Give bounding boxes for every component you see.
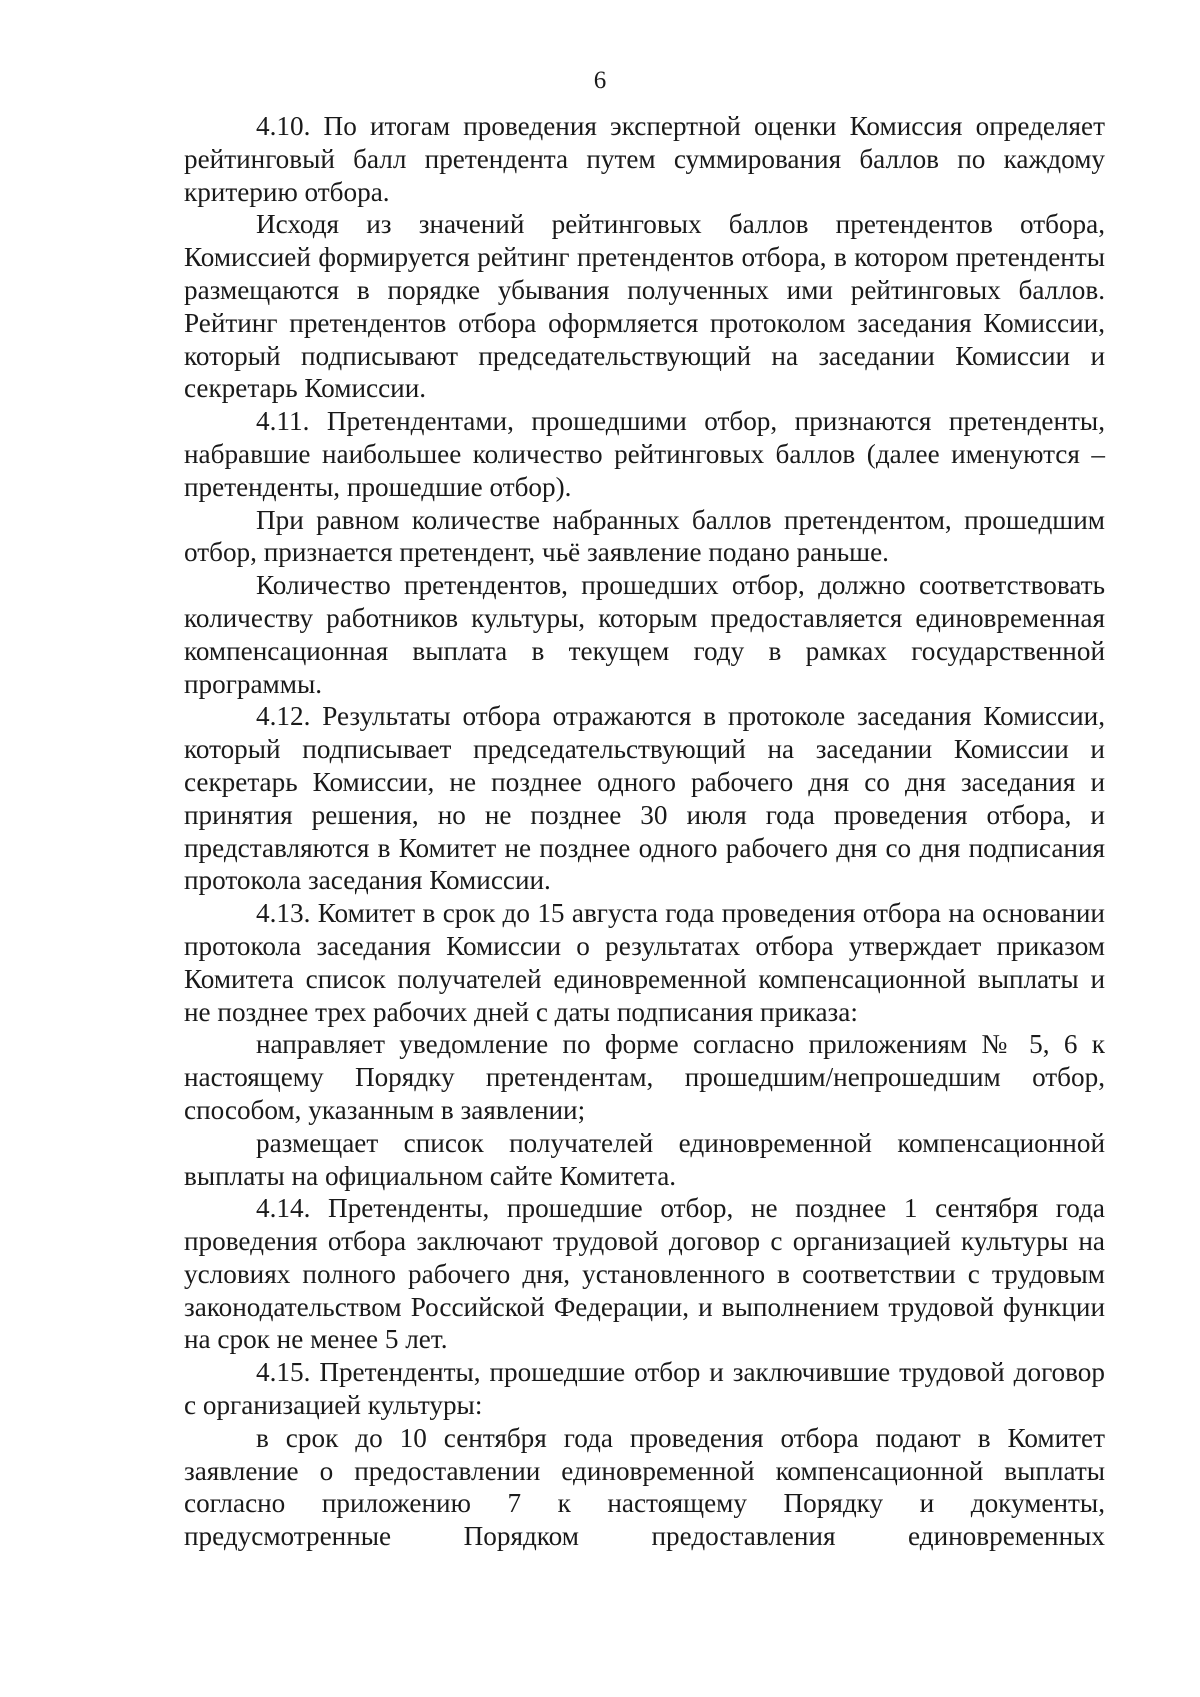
paragraph-number-of-candidates: Количество претендентов, прошедших отбор, должно соответствовать количеству работников культуры, которым предоставляется единовременная компенсационная выплата в текущем году в рамках государственной программы.	[184, 570, 1105, 699]
paragraph-4-12: 4.12. Результаты отбора отражаются в протоколе заседания Комиссии, который подписывает председательствующий на заседании Комиссии и секретарь Комиссии, не позднее одного рабочего дня со дня заседания и принятия решения, но не позднее 30 июля года проведения отбора, и представляются в Комитет не позднее одного рабочего дня со дня подписания протокола заседания Комиссии.	[184, 701, 1105, 896]
paragraph-rating-formation: Исходя из значений рейтинговых баллов претендентов отбора, Комиссией формируется рейтинг претендентов отбора, в котором претенденты размещаются в порядке убывания полученных ими рейтинговых баллов. Рейтинг претендентов отбора оформляется протоколом заседания Комиссии, который подписывают председательствующий на заседании Комиссии и секретарь Комиссии.	[184, 209, 1105, 404]
paragraph-application-deadline: в срок до 10 сентября года проведения отбора подают в Комитет заявление о предоставлении единовременной компенсационной выплаты согласно приложению 7 к настоящему Порядку и документы, предусмотренные Порядком предоставления единовременных	[184, 1422, 1105, 1552]
paragraph-4-11: 4.11. Претендентами, прошедшими отбор, признаются претенденты, набравшие наибольшее количество рейтинговых баллов (далее именуются – претенденты, прошедшие отбор).	[184, 406, 1105, 502]
page-number: 6	[593, 67, 607, 94]
paragraph-4-15: 4.15. Претенденты, прошедшие отбор и заключившие трудовой договор с организацией культуры:	[184, 1357, 1105, 1421]
document-body	[184, 110, 1105, 1553]
paragraph-publication: размещает список получателей единовременной компенсационной выплаты на официальном сайте Комитета.	[184, 1127, 1105, 1191]
paragraph-4-10: 4.10. По итогам проведения экспертной оценки Комиссия определяет рейтинговый балл претендента путем суммирования баллов по каждому критерию отбора.	[184, 111, 1105, 207]
paragraph-4-13: 4.13. Комитет в срок до 15 августа года проведения отбора на основании протокола заседания Комиссии о результатах отбора утверждает приказом Комитета список получателей единовременной компенсационной выплаты и не позднее трех рабочих дней с даты подписания приказа:	[184, 898, 1105, 1027]
paragraph-equal-score: При равном количестве набранных баллов претендентом, прошедшим отбор, признается претендент, чьё заявление подано раньше.	[184, 504, 1105, 568]
paragraph-4-14: 4.14. Претенденты, прошедшие отбор, не позднее 1 сентября года проведения отбора заключают трудовой договор с организацией культуры на условиях полного рабочего дня, установленного в соответствии с трудовым законодательством Российской Федерации, и выполнением трудовой функции на срок не менее 5 лет.	[184, 1193, 1105, 1355]
paragraph-notification: направляет уведомление по форме согласно приложениям № 5, 6 к настоящему Порядку претендентам, прошедшим/непрошедшим отбор, способом, указанным в заявлении;	[184, 1029, 1105, 1125]
